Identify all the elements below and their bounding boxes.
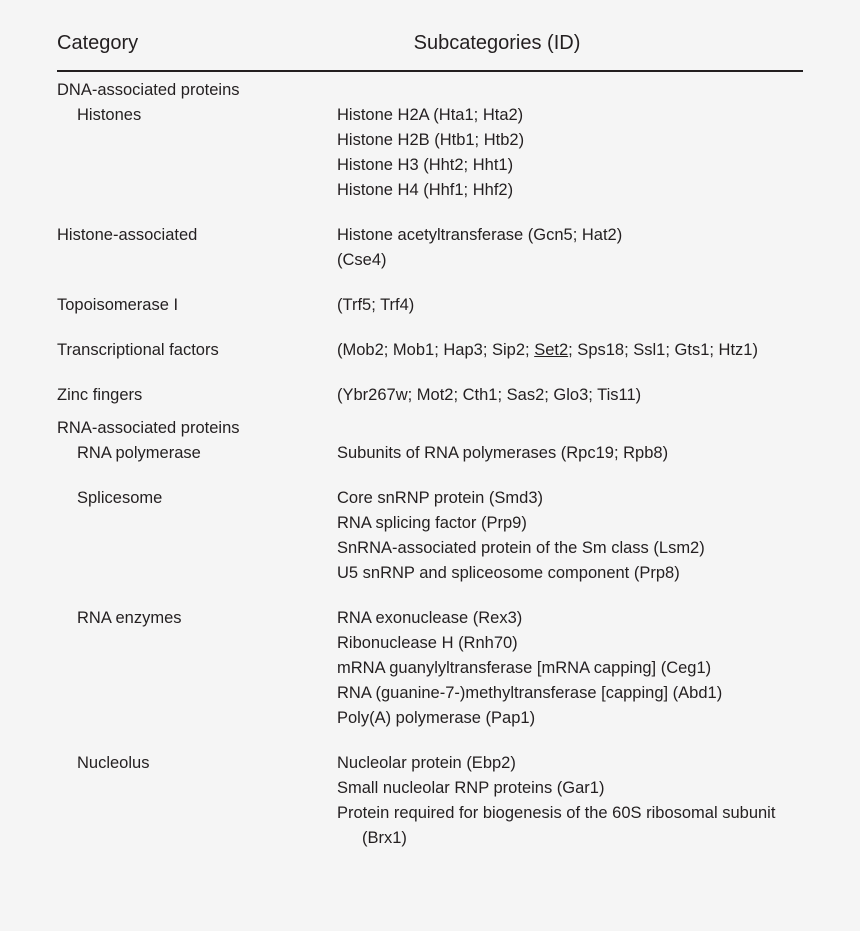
category-cell: Zinc fingers <box>57 386 143 404</box>
row-spacer <box>0 203 860 223</box>
subcategories-cell <box>337 338 807 363</box>
column-header-category: Category <box>57 32 139 54</box>
section-title: RNA-associated proteins <box>57 419 240 437</box>
subcategory-line: Histone H3 (Hht2; Hht1) <box>337 156 514 174</box>
table-row <box>0 441 860 466</box>
subcategory-line: Poly(A) polymerase (Pap1) <box>337 709 536 727</box>
category-cell: RNA polymerase <box>77 444 201 462</box>
table-section <box>0 416 860 851</box>
table-row <box>0 103 860 203</box>
subcategory-line: SnRNA-associated protein of the Sm class (Lsm2) <box>337 539 705 557</box>
table-row <box>0 383 860 408</box>
category-cell: Histone-associated <box>57 226 198 244</box>
row-spacer <box>0 273 860 293</box>
subcategory-line: U5 snRNP and spliceosome component (Prp8) <box>337 564 680 582</box>
table-row <box>0 606 860 731</box>
subcategory-line: (Mob2; Mob1; Hap3; Sip2; Set2; Sps18; Ssl1; Gts1; Htz1) <box>337 341 758 359</box>
table-row <box>0 486 860 586</box>
row-spacer <box>0 318 860 338</box>
subcategories-cell <box>337 223 807 273</box>
section-title: DNA-associated proteins <box>57 81 240 99</box>
row-spacer <box>0 586 860 606</box>
subcategory-line: Protein required for biogenesis of the 60S ribosomal subunit (Brx1) <box>337 804 776 847</box>
table-body <box>0 78 860 851</box>
header-rule-divider <box>57 70 803 72</box>
row-spacer <box>0 466 860 486</box>
table-section <box>0 78 860 408</box>
category-cell: Histones <box>77 106 142 124</box>
subcategory-line: Nucleolar protein (Ebp2) <box>337 754 516 772</box>
subcategories-cell <box>337 606 807 731</box>
category-cell: RNA enzymes <box>77 609 182 627</box>
category-cell: Topoisomerase I <box>57 296 179 314</box>
subcategory-line: Histone H2B (Htb1; Htb2) <box>337 131 525 149</box>
subcategory-line: Histone acetyltransferase (Gcn5; Hat2) <box>337 226 623 244</box>
subcategories-cell <box>337 441 807 466</box>
subcategory-line: Core snRNP protein (Smd3) <box>337 489 544 507</box>
table-row <box>0 223 860 273</box>
subcategory-line: Small nucleolar RNP proteins (Gar1) <box>337 779 605 797</box>
subcategory-line: (Trf5; Trf4) <box>337 296 415 314</box>
category-cell: Splicesome <box>77 489 163 507</box>
subcategory-line: RNA splicing factor (Prp9) <box>337 514 527 532</box>
subcategory-line: mRNA guanylyltransferase [mRNA capping] (Ceg1) <box>337 659 712 677</box>
row-spacer <box>0 731 860 751</box>
subcategory-line: Subunits of RNA polymerases (Rpc19; Rpb8) <box>337 444 669 462</box>
subcategory-line: Histone H4 (Hhf1; Hhf2) <box>337 181 514 199</box>
subcategories-cell <box>337 293 807 318</box>
subcategories-cell <box>337 103 807 203</box>
row-spacer <box>0 363 860 383</box>
subcategory-line: Histone H2A (Hta1; Hta2) <box>337 106 524 124</box>
section-spacer <box>0 408 860 416</box>
subcategory-line: RNA (guanine-7-)methyltransferase [capping] (Abd1) <box>337 684 723 702</box>
subcategory-line: (Cse4) <box>337 251 387 269</box>
table-row <box>0 338 860 363</box>
table-row <box>0 293 860 318</box>
subcategories-cell <box>337 383 807 408</box>
category-cell: Nucleolus <box>77 754 150 772</box>
subcategories-cell <box>337 751 807 851</box>
subcategory-line: RNA exonuclease (Rex3) <box>337 609 523 627</box>
subcategories-cell <box>337 486 807 586</box>
column-header-subcategories: Subcategories (ID) <box>413 32 581 54</box>
subcategory-line: (Ybr267w; Mot2; Cth1; Sas2; Glo3; Tis11) <box>337 386 642 404</box>
table-row <box>0 751 860 851</box>
table-header-row <box>57 30 803 62</box>
category-cell: Transcriptional factors <box>57 341 219 359</box>
subcategory-line: Ribonuclease H (Rnh70) <box>337 634 518 652</box>
